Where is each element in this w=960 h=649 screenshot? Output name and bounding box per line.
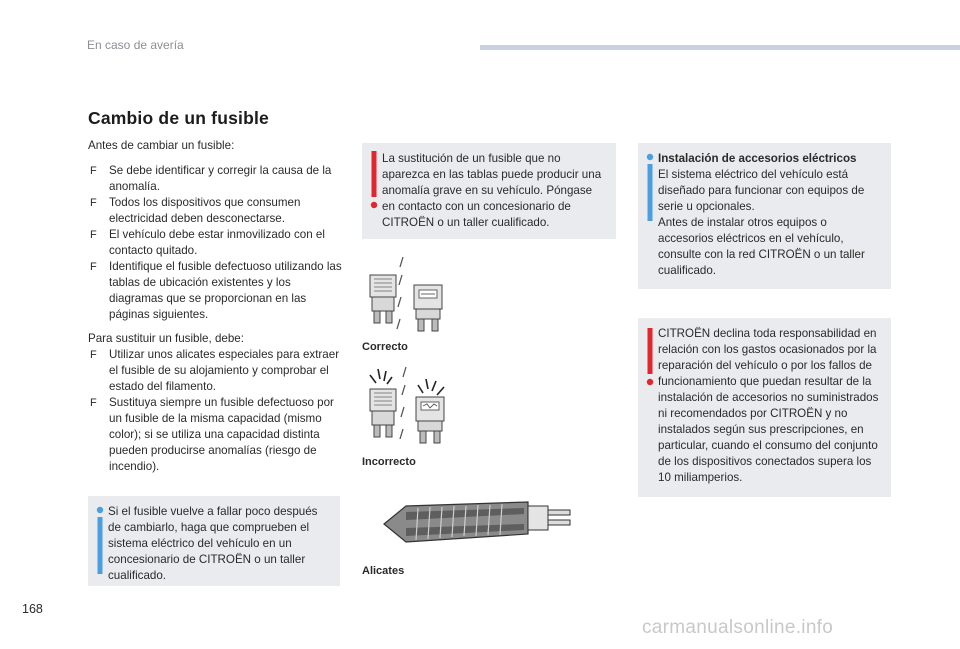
page-number: 168 xyxy=(22,602,43,616)
info-box-repeat-failure xyxy=(88,496,340,586)
info-box-accessories xyxy=(638,143,891,289)
warning-icon xyxy=(370,151,378,211)
warning-icon xyxy=(646,328,654,388)
accessories-heading: Instalación de accesorios eléctricos xyxy=(658,152,857,165)
section-header: En caso de avería xyxy=(87,38,184,52)
accessories-text: El sistema eléctrico del vehículo está diseñado para funcionar con equipos de serie u opcionales. xyxy=(658,168,865,213)
pliers-label: Alicates xyxy=(362,565,405,577)
correct-fuses-illustration xyxy=(360,255,450,337)
list-item-text: El vehículo debe estar inmovilizado con el contacto quitado. xyxy=(109,228,325,257)
list-item xyxy=(88,395,343,475)
bullet-glyph: F xyxy=(90,197,97,209)
incorrect-label: Incorrecto xyxy=(362,456,416,468)
list-item-text: Sustituya siempre un fusible defectuoso por un fusible de la misma capacidad (mismo color); si se utiliza una capacidad distinta pueden producirse anomalías (riesgo de incendio). xyxy=(109,396,334,473)
bullet-glyph: F xyxy=(90,349,97,361)
list-item xyxy=(88,195,343,227)
warning-box-text: CITROËN declina toda responsabilidad en relación con los gastos ocasionados por la reparación del vehículo o por los fallos de funcionamiento que puedan resultar de la instalación de accesorios no suministrados ni recomendados por CITROËN y no instalados según sus prescripciones, en particular, cuando el consumo del conjunto de los dispositivos conectados supera los 10 miliamperios. xyxy=(658,327,879,484)
warning-box-text: La sustitución de un fusible que no aparezca en las tablas puede producir una anomalía grave en su vehículo. Póngase en contacto con un concesionario de CITROËN o un taller cualificado. xyxy=(382,152,602,229)
header-bar xyxy=(480,45,960,50)
before-list xyxy=(88,163,343,323)
bullet-glyph: F xyxy=(90,261,97,273)
list-item-text: Identifique el fusible defectuoso utilizando las tablas de ubicación existentes y los diagramas que se proporcionan en las páginas siguientes. xyxy=(109,260,342,321)
list-item xyxy=(88,259,343,323)
replace-label: Para sustituir un fusible, debe: xyxy=(88,332,244,345)
list-item xyxy=(88,163,343,195)
replace-list xyxy=(88,347,343,475)
warning-box-liability xyxy=(638,318,891,497)
before-label: Antes de cambiar un fusible: xyxy=(88,139,235,152)
correct-label: Correcto xyxy=(362,341,408,353)
page-title: Cambio de un fusible xyxy=(88,108,269,128)
list-item-text: Utilizar unos alicates especiales para extraer el fusible de su alojamiento y comprobar el estado del filamento. xyxy=(109,348,340,393)
warning-box-fuse xyxy=(362,143,616,239)
accessories-text-2: Antes de instalar otros equipos o accesorios eléctricos en el vehículo, consulte con la red CITROËN o un taller cualificado. xyxy=(658,216,865,277)
bullet-glyph: F xyxy=(90,165,97,177)
info-box-content xyxy=(658,151,883,279)
info-box-text: Si el fusible vuelve a fallar poco después de cambiarlo, haga que comprueben el sistema eléctrico del vehículo en un concesionario de CITROËN o un taller cualificado. xyxy=(108,505,318,582)
list-item xyxy=(88,347,343,395)
instructions-column xyxy=(88,138,343,483)
list-item-text: Se debe identificar y corregir la causa de la anomalía. xyxy=(109,164,332,193)
watermark: carmanualsonline.info xyxy=(642,617,834,638)
info-icon xyxy=(96,506,104,574)
pliers-illustration xyxy=(378,490,578,555)
list-item-text: Todos los dispositivos que consumen electricidad deben desconectarse. xyxy=(109,196,301,225)
bullet-glyph: F xyxy=(90,397,97,409)
bullet-glyph: F xyxy=(90,229,97,241)
info-icon xyxy=(646,153,654,221)
list-item xyxy=(88,227,343,259)
incorrect-fuses-illustration xyxy=(360,365,455,450)
